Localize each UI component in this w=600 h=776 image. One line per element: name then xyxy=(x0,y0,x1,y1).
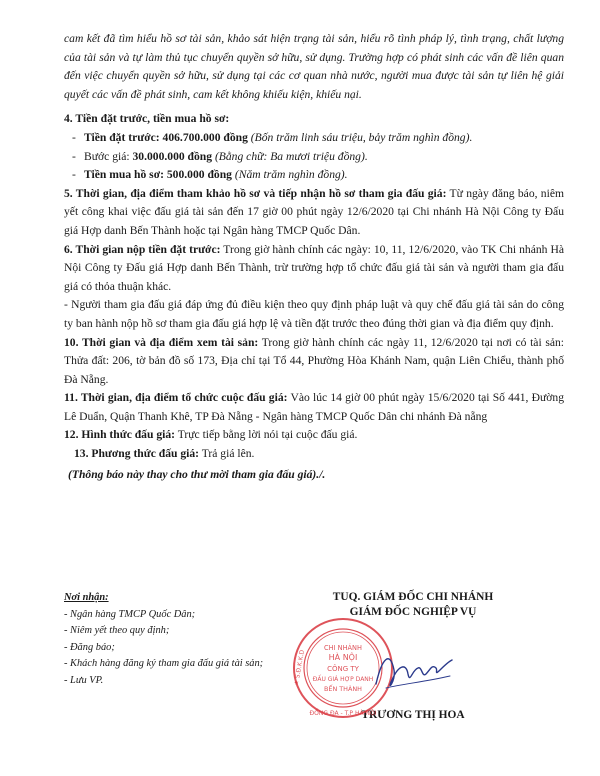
signer-name: TRƯƠNG THỊ HOA xyxy=(361,709,465,721)
section-5-text: Từ ngày đăng báo, niêm yết công khai việc đấu giá tài sản đến 17 giờ 00 phút ngày 12/6/2020 tại Chi nhánh Hà Nội Công ty Đấu giá Hợp danh Bến Thành hoặc tại Ngân hàng TMCP Quốc Dân. xyxy=(64,186,564,237)
seal-line: CHI NHÁNH xyxy=(324,644,362,652)
section-12-text: Trực tiếp bằng lời nói tại cuộc đấu giá. xyxy=(175,428,358,442)
deposit-value: 406.700.000 đồng xyxy=(162,130,248,144)
bid-step-value: 30.000.000 đồng xyxy=(132,149,213,163)
deposit-label: Tiền đặt trước: xyxy=(84,130,163,144)
section-10 xyxy=(64,334,564,390)
recipient-item: - Ngân hàng TMCP Quốc Dân; xyxy=(64,608,196,620)
recipient-item: - Đăng báo; xyxy=(64,641,115,653)
dossier-fee-value: 500.000 đồng xyxy=(166,168,232,182)
document-body xyxy=(64,30,564,484)
signature-authority-line: TUQ. GIÁM ĐỐC CHI NHÁNH xyxy=(332,591,494,603)
section-11 xyxy=(64,389,564,426)
recipients-heading: Nơi nhận: xyxy=(64,592,109,603)
section-13 xyxy=(64,445,564,464)
deposit-note: (Bốn trăm linh sáu triệu, bảy trăm nghìn đồng). xyxy=(247,130,473,144)
svg-text:★ S.Đ.K.K.D: ★ S.Đ.K.K.D xyxy=(292,649,307,687)
dossier-fee-item: - Tiền mua hồ sơ: 500.000 đồng (Năm trăm nghìn đồng). xyxy=(72,168,348,182)
section-11-heading: 11. Thời gian, địa điểm tổ chức cuộc đấu giá: xyxy=(64,391,288,405)
section-10-heading: 10. Thời gian và địa điểm xem tài sản: xyxy=(64,335,259,349)
section-13-text: Trả giá lên. xyxy=(199,447,255,461)
section-6-heading: 6. Thời gian nộp tiền đặt trước: xyxy=(64,242,221,256)
section-4-heading: 4. Tiền đặt trước, tiền mua hồ sơ: xyxy=(64,112,230,126)
seal-line: ĐẤU GIÁ HỢP DANH xyxy=(312,676,374,683)
dossier-fee-label: Tiền mua hồ sơ: xyxy=(84,168,167,182)
recipients-block xyxy=(64,590,264,689)
section-6-extra: - Người tham gia đấu giá đáp ứng đủ điều kiện theo quy định pháp luật và quy chế đấu giá tài sản do công ty ban hành nộp hồ sơ tham gia đấu giá hợp lệ và tiền đặt trước theo đúng thời gian và địa điểm quy định. xyxy=(64,298,564,330)
recipient-item: - Niêm yết theo quy định; xyxy=(64,625,170,636)
dossier-fee-note: (Năm trăm nghìn đồng). xyxy=(231,168,348,182)
seal-line: HÀ NỘI xyxy=(328,653,358,662)
bid-step-note: (Bằng chữ: Ba mươi triệu đồng). xyxy=(212,149,368,163)
bid-step-item: - Bước giá: 30.000.000 đồng (Bằng chữ: Ba mươi triệu đồng). xyxy=(72,149,368,163)
section-5 xyxy=(64,185,564,241)
signature-title-line: GIÁM ĐỐC NGHIỆP VỤ xyxy=(349,606,477,618)
section-10-text: Trong giờ hành chính các ngày 11, 12/6/2020 tại nơi có tài sản: Thửa đất: 206, tờ bản đồ số 173, Địa chỉ tại Tổ 44, Phường Hòa Khánh Nam, quận Liên Chiểu, thành phố Đà Nẵng. xyxy=(64,335,565,386)
deposit-item: - Tiền đặt trước: 406.700.000 đồng (Bốn trăm linh sáu triệu, bảy trăm nghìn đồng). xyxy=(72,130,473,144)
closing-note: (Thông báo này thay cho thư mời tham gia đấu giá)./. xyxy=(68,467,326,481)
seal-line: BẾN THÀNH xyxy=(324,685,362,693)
seal-line: CÔNG TY xyxy=(327,665,359,673)
section-12-heading: 12. Hình thức đấu giá: xyxy=(64,428,176,442)
recipient-item: - Khách hàng đăng ký tham gia đấu giá tài sản; xyxy=(64,658,264,669)
section-6-text: Trong giờ hành chính các ngày: 10, 11, 12/6/2020, vào TK Chi nhánh Hà Nội Công ty Đấu giá Hợp danh Bến Thành, trừ trường hợp tổ chức đấu giá tài sản và người tham gia đấu giá có thỏa thuận khác. xyxy=(64,242,564,293)
section-6 xyxy=(64,241,564,297)
section-12 xyxy=(64,426,564,445)
section-13-heading: 13. Phương thức đấu giá: xyxy=(74,447,200,461)
section-5-heading: 5. Thời gian, địa điểm tham khảo hồ sơ và tiếp nhận hồ sơ tham gia đấu giá: xyxy=(64,186,447,200)
intro-paragraph: cam kết đã tìm hiểu hồ sơ tài sản, khảo sát hiện trạng tài sản, hiểu rõ tình pháp lý, tình trạng, chất lượng của tài sản và tự làm thủ tục chuyển quyền sở hữu, sử dụng. Trường hợp có phát sinh các vấn đề liên quan đến việc chuyển quyền sở hữu, sử dụng tại các cơ quan nhà nước, người mua được tài sản tự liên hệ giải quyết các vấn đề phát sinh, cam kết không khiếu kiện, khiếu nại. xyxy=(64,32,564,101)
svg-text:ĐỐNG ĐA - T.P HÀ NỘI: ĐỐNG ĐA - T.P HÀ NỘI xyxy=(309,710,377,717)
bid-step-label: Bước giá: xyxy=(84,149,133,163)
handwritten-signature xyxy=(372,640,456,700)
section-11-text: Vào lúc 14 giờ 00 phút ngày 15/6/2020 tại Số 441, Đường Lê Duẩn, Quận Thanh Khê, TP Đà Nẵng - Ngân hàng TMCP Quốc Dân chi nhánh Đà nẵng xyxy=(64,391,564,423)
recipient-item: - Lưu VP. xyxy=(64,674,104,686)
